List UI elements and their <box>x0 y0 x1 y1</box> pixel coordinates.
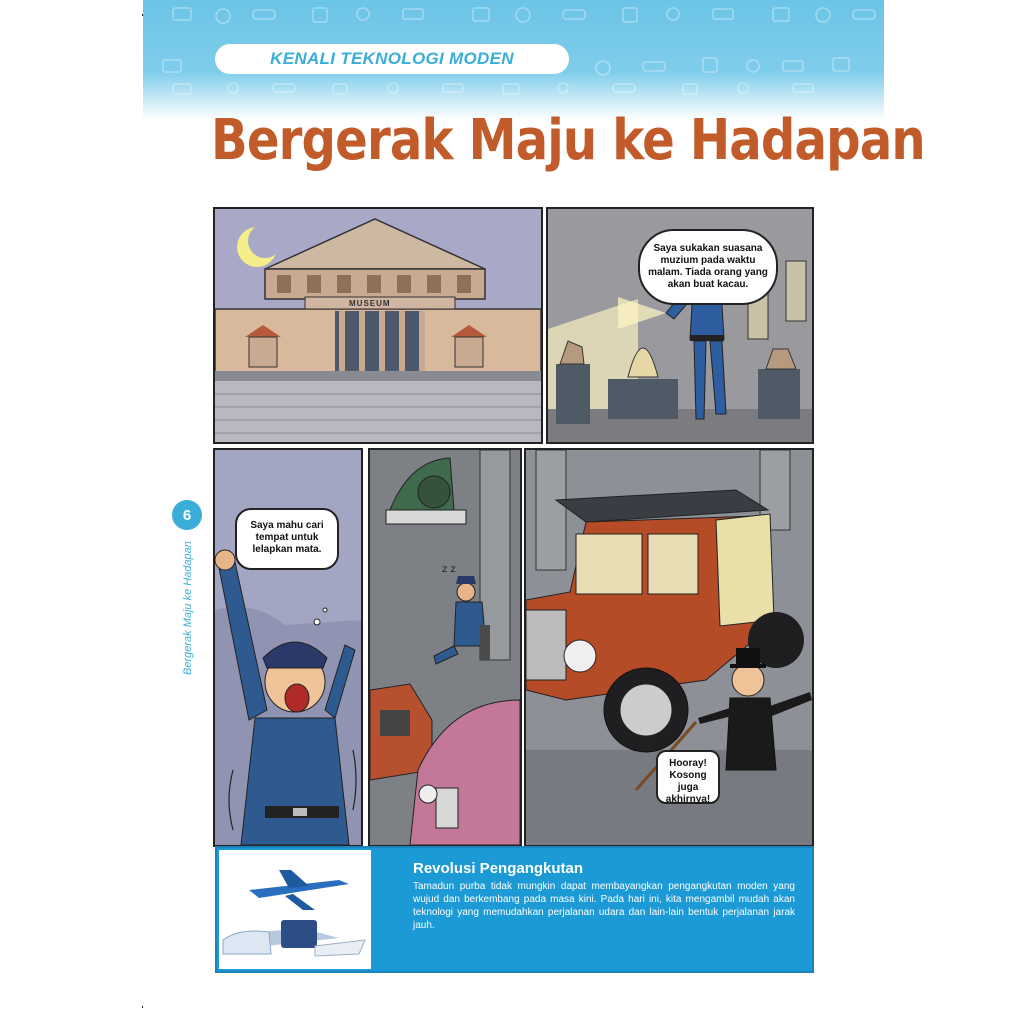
info-box <box>215 846 814 973</box>
transport-collage-image <box>219 850 371 969</box>
section-label-pill <box>215 44 569 74</box>
airplane-icon <box>219 850 371 969</box>
panel-guard-sleeping <box>368 448 522 847</box>
page-title: Bergerak Maju ke Hadapan <box>211 108 925 173</box>
svg-text:z z: z z <box>442 564 456 575</box>
page-number-badge: 6 <box>172 500 202 530</box>
sleeping-guard-illustration <box>370 450 520 845</box>
panel-guard-patrol <box>546 207 814 444</box>
museum-sign: MUSEUM <box>349 299 391 308</box>
panel-thief-car <box>524 448 814 847</box>
header-banner <box>143 0 884 120</box>
comic-page <box>143 0 925 1024</box>
speech-bubble-yawn: Saya mahu cari tempat untuk lelapkan mata. <box>235 508 339 570</box>
running-title: Bergerak Maju ke Hadapan <box>182 541 194 675</box>
info-heading: Revolusi Pengangkutan <box>413 860 584 877</box>
speech-bubble-patrol: Saya sukakan suasana muzium pada waktu malam. Tiada orang yang akan buat kacau. <box>638 229 778 305</box>
speech-bubble-thief: Hooray! Kosong juga akhirnya! <box>656 750 720 804</box>
panel-guard-yawn <box>213 448 363 847</box>
info-body: Tamadun purba tidak mungkin dapat membayangkan pengangkutan moden yang wujud dan berkembang pada masa kini. Pada hari ini, kita mengambil mudah akan teknologi yang memudahkan perjalanan udara dan lain-lain bentuk perjalanan jarak jauh. <box>413 881 795 931</box>
section-label: KENALI TEKNOLOGI MODEN <box>270 49 514 68</box>
panel-museum-exterior <box>213 207 543 444</box>
museum-illustration <box>215 209 541 442</box>
